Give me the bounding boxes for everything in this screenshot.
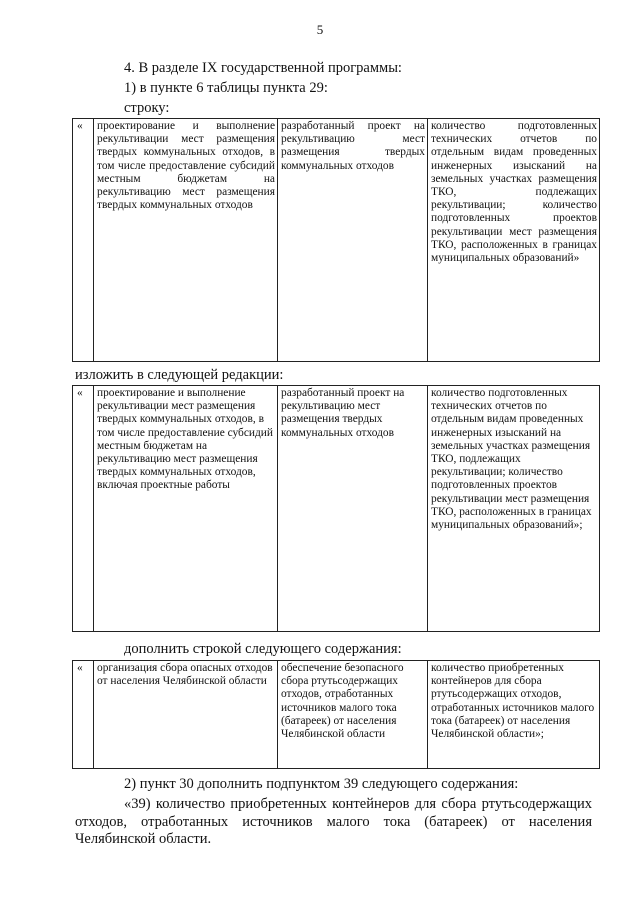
table-old-activity: проектирование и выполнение рекультивации мест размещения твердых коммунальных отходов, в том числе предоставление субсидий местным бюджетам на рекультивацию мест размещения твердых коммунальных отходов [94, 119, 278, 362]
opening-quote: « [73, 386, 94, 632]
table-new-indicator: количество подготовленных технических отчетов по отдельным видам проведенных инженерных изысканий на земельных участках размещения ТКО, подлежащих рекультивации; количество подготовленных проектов рекультивации мест размещения ТКО, расположенных в границах муниципальных образований»; [428, 386, 600, 632]
item-2-text: «39) количество приобретенных контейнеров для сбора ртутьсодержащих отходов, отработанных источников малого тока (батареек) от населения Челябинской области. [75, 796, 592, 847]
table-old-row [72, 118, 600, 362]
new-edition-label: изложить в следующей редакции: [75, 367, 284, 383]
table-add-row [72, 660, 600, 769]
row-label: строку: [124, 100, 170, 116]
table-add-activity: организация сбора опасных отходов от населения Челябинской области [94, 661, 278, 769]
table-old-indicator: количество подготовленных технических отчетов по отдельным видам проведенных инженерных изысканий на земельных участках размещения ТКО, подлежащих рекультивации; количество подготовленных проектов рекультивации мест размещения ТКО, расположенных в границах муниципальных образований» [428, 119, 600, 362]
table-old-result: разработанный проект на рекультивацию мест размещения твердых коммунальных отходов [278, 119, 428, 362]
add-row-label: дополнить строкой следующего содержания: [124, 641, 402, 657]
section-heading: 4. В разделе IX государственной программы: [124, 60, 402, 76]
opening-quote: « [73, 661, 94, 769]
table-add-result: обеспечение безопасного сбора ртутьсодержащих отходов, отработанных источников малого тока (батареек) от населения Челябинской области [278, 661, 428, 769]
page-number: 5 [316, 22, 324, 37]
item-1-heading: 1) в пункте 6 таблицы пункта 29: [124, 80, 328, 96]
table-new-result: разработанный проект на рекультивацию мест размещения твердых коммунальных отходов [278, 386, 428, 632]
opening-quote: « [73, 119, 94, 362]
table-new-row [72, 385, 600, 632]
table-new-activity: проектирование и выполнение рекультивации мест размещения твердых коммунальных отходов, в том числе предоставление субсидий местным бюджетам на рекультивацию мест размещения твердых коммунальных отходов, включая проектные работы [94, 386, 278, 632]
table-add-indicator: количество приобретенных контейнеров для сбора ртутьсодержащих отходов, отработанных источников малого тока (батареек) от населения Челябинской области»; [428, 661, 600, 769]
item-2-heading: 2) пункт 30 дополнить подпунктом 39 следующего содержания: [124, 776, 519, 792]
